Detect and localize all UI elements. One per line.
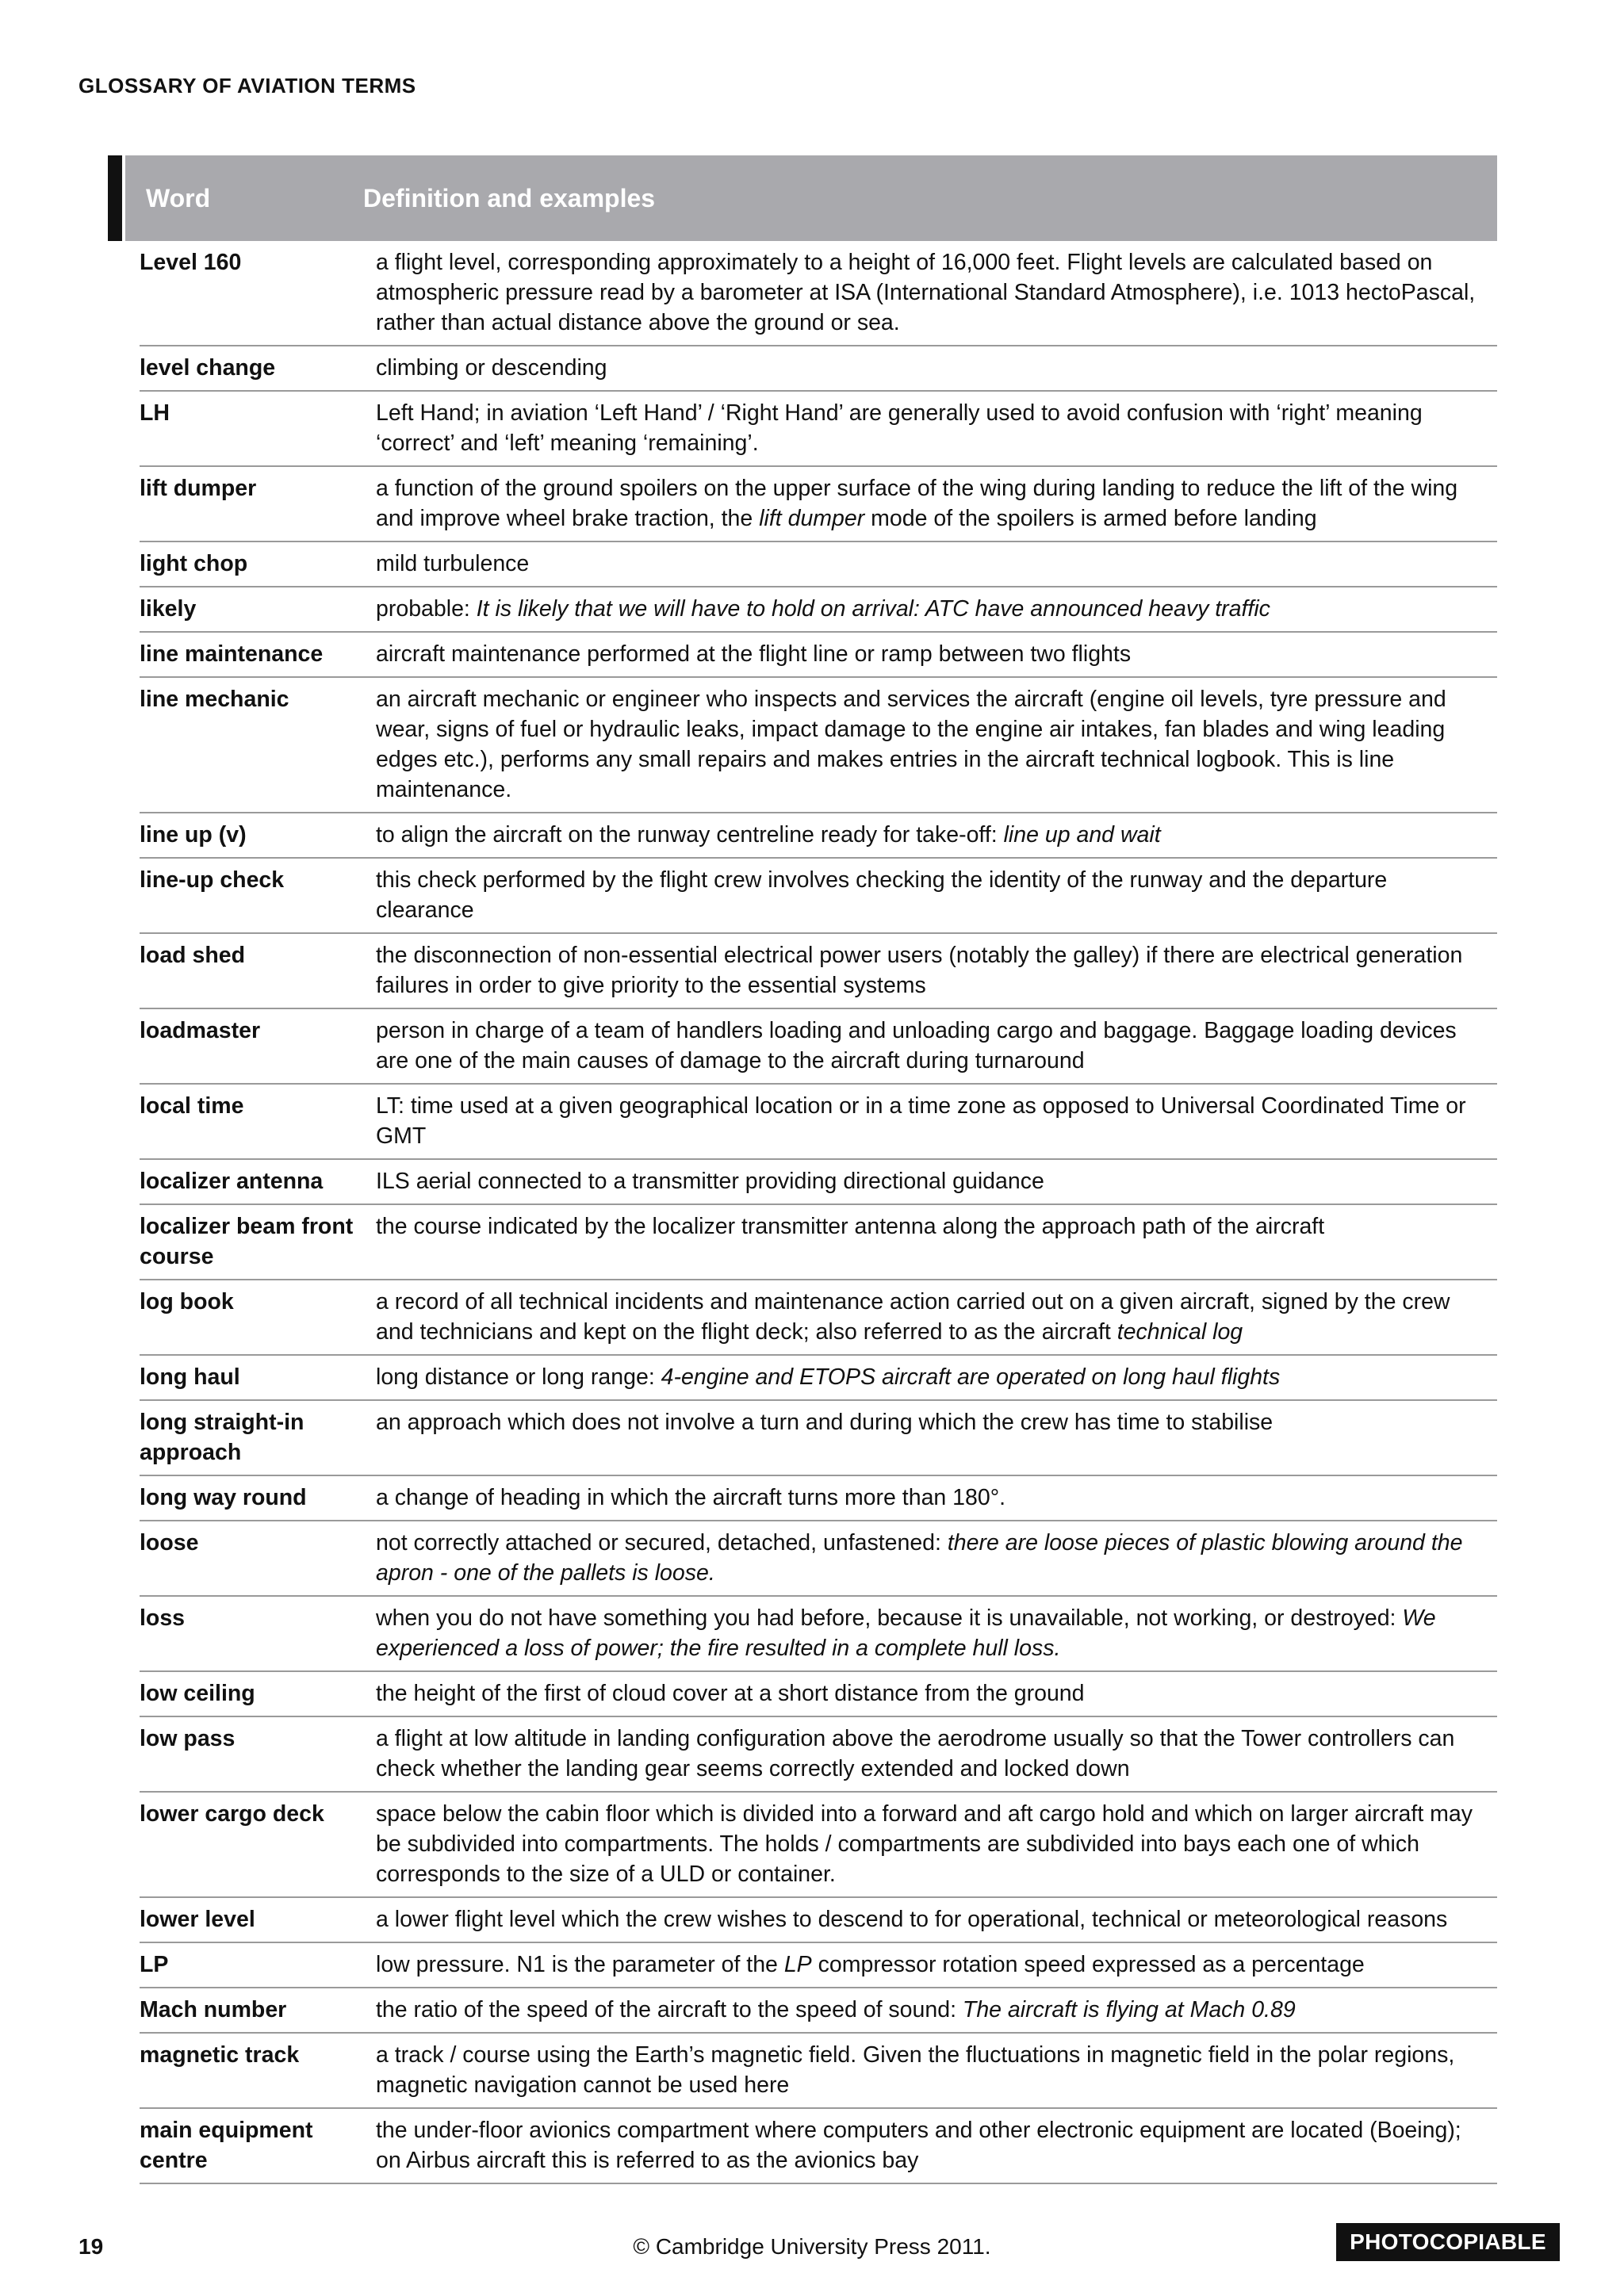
header-accent-bar xyxy=(108,155,122,241)
definition xyxy=(376,1995,1497,2025)
running-head: GLOSSARY OF AVIATION TERMS xyxy=(79,74,416,98)
term: local time xyxy=(140,1093,244,1119)
term: loose xyxy=(140,1530,199,1556)
term: long way round xyxy=(140,1485,307,1510)
term: level change xyxy=(140,355,276,381)
definition-text: long distance or long range: xyxy=(376,1364,661,1390)
definition-text: a change of heading in which the aircraft turns more than 180°. xyxy=(376,1485,1006,1510)
definition xyxy=(376,1904,1497,1934)
term: likely xyxy=(140,596,197,622)
example-text: It is likely that we will have to hold on arrival: ATC have announced heavy traffic xyxy=(476,596,1270,622)
glossary-table xyxy=(125,155,1497,2184)
definition-text: an aircraft mechanic or engineer who inspects and services the aircraft (engine oil levels, tyre pressure and wear, signs of fuel or hydraulic leaks, impact damage to the engine air intakes, fan blades and wing leading edges etc.), performs any small repairs and makes entries in the aircraft technical logbook. This is line maintenance. xyxy=(376,687,1446,802)
definition xyxy=(376,1678,1497,1709)
page-number: 19 xyxy=(79,2234,104,2259)
term: load shed xyxy=(140,943,246,968)
table-row xyxy=(140,813,1497,859)
header-definition: Definition and examples xyxy=(363,183,656,212)
definition-text: climbing or descending xyxy=(376,355,607,381)
table-row xyxy=(140,1597,1497,1672)
definition-text: this check performed by the flight crew involves checking the identity of the runway and the departure clearance xyxy=(376,867,1388,923)
table-row xyxy=(140,1672,1497,1717)
example-text: technical log xyxy=(1116,1319,1243,1345)
definition-text: mode of the spoilers is armed before landing xyxy=(864,506,1317,531)
example-text: lift dumper xyxy=(759,506,865,531)
table-row xyxy=(140,467,1497,542)
definition-text: the disconnection of non-essential electrical power users (notably the galley) if there are electrical generation failures in order to give priority to the essential systems xyxy=(376,943,1463,998)
definition xyxy=(376,247,1497,338)
table-row xyxy=(140,346,1497,392)
term: Mach number xyxy=(140,1997,287,2022)
header-word: Word xyxy=(146,183,211,212)
definition-text: mild turbulence xyxy=(376,551,530,576)
definition xyxy=(376,1362,1497,1392)
definition xyxy=(376,865,1497,925)
table-row xyxy=(140,2109,1497,2184)
definition-text: a record of all technical incidents and maintenance action carried out on a given aircraft, signed by the crew and technicians and kept on the flight deck; also referred to as the aircraft xyxy=(376,1289,1450,1345)
term: magnetic track xyxy=(140,2042,300,2068)
definition-text: space below the cabin floor which is divided into a forward and aft cargo hold and which on larger aircraft may be subdivided into compartments. The holds / compartments are subdivided into bays each one of which corresponds to the size of a ULD or container. xyxy=(376,1801,1473,1887)
term: Level 160 xyxy=(140,250,242,275)
table-row xyxy=(140,633,1497,678)
definition xyxy=(376,473,1497,534)
term: line up (v) xyxy=(140,822,247,848)
definition-text: a flight level, corresponding approximately to a height of 16,000 feet. Flight levels are calculated based on atmospheric pressure read by a barometer at ISA (International Standard Atmosphere), i.e. 1013 hectoPascal, rather than actual distance above the ground or sea. xyxy=(376,250,1476,335)
example-text: We experienced a loss of power; the fire resulted in a complete hull loss. xyxy=(376,1605,1436,1661)
definition xyxy=(376,2115,1497,2175)
table-row xyxy=(140,542,1497,587)
definition-text: a flight at low altitude in landing configuration above the aerodrome usually so that the Tower controllers can check whether the landing gear seems correctly extended and locked down xyxy=(376,1726,1455,1781)
definition-text: low pressure. N1 is the parameter of the xyxy=(376,1952,784,1977)
table-row xyxy=(140,1009,1497,1085)
table-row xyxy=(140,1898,1497,1943)
definition-text: compressor rotation speed expressed as a percentage xyxy=(811,1952,1365,1977)
definition xyxy=(376,1528,1497,1588)
definition-text: the ratio of the speed of the aircraft to the speed of sound: xyxy=(376,1997,963,2022)
definition-text: ILS aerial connected to a transmitter providing directional guidance xyxy=(376,1169,1044,1194)
definition xyxy=(376,1091,1497,1151)
photocopiable-badge: PHOTOCOPIABLE xyxy=(1336,2223,1560,2261)
term: low pass xyxy=(140,1726,236,1751)
definition-text: to align the aircraft on the runway centreline ready for take-off: xyxy=(376,822,1004,848)
table-row xyxy=(140,934,1497,1009)
definition xyxy=(376,940,1497,1001)
table-row xyxy=(140,241,1497,346)
example-text: The aircraft is flying at Mach 0.89 xyxy=(962,1997,1296,2022)
table-body xyxy=(140,241,1497,2184)
definition xyxy=(376,1287,1497,1347)
table-row xyxy=(140,1943,1497,1988)
term: long straight-in approach xyxy=(140,1410,304,1465)
definition xyxy=(376,684,1497,805)
definition-text: aircraft maintenance performed at the flight line or ramp between two flights xyxy=(376,641,1132,667)
definition-text: the course indicated by the localizer transmitter antenna along the approach path of the aircraft xyxy=(376,1214,1325,1239)
term: localizer antenna xyxy=(140,1169,324,1194)
table-row xyxy=(140,859,1497,934)
table-row xyxy=(140,1988,1497,2034)
definition xyxy=(376,1950,1497,1980)
term: loss xyxy=(140,1605,186,1631)
definition xyxy=(376,398,1497,458)
table-header xyxy=(125,155,1497,241)
definition-text: when you do not have something you had before, because it is unavailable, not working, or destroyed: xyxy=(376,1605,1403,1631)
definition xyxy=(376,549,1497,579)
definition-text: an approach which does not involve a turn and during which the crew has time to stabilise xyxy=(376,1410,1274,1435)
table-row xyxy=(140,1356,1497,1401)
copyright: © Cambridge University Press 2011. xyxy=(633,2234,991,2259)
table-row xyxy=(140,1476,1497,1521)
table-row xyxy=(140,1793,1497,1898)
definition xyxy=(376,1166,1497,1196)
table-row xyxy=(140,2034,1497,2109)
definition xyxy=(376,1799,1497,1889)
definition xyxy=(376,1016,1497,1076)
example-text: line up and wait xyxy=(1003,822,1161,848)
term: lower cargo deck xyxy=(140,1801,324,1827)
term: low ceiling xyxy=(140,1681,255,1706)
definition-text: a track / course using the Earth’s magnetic field. Given the fluctuations in magnetic field in the polar regions, magnetic navigation cannot be used here xyxy=(376,2042,1455,2098)
term: log book xyxy=(140,1289,234,1314)
definition-text: a lower flight level which the crew wishes to descend to for operational, technical or meteorological reasons xyxy=(376,1907,1448,1932)
definition-text: the height of the first of cloud cover at a short distance from the ground xyxy=(376,1681,1085,1706)
definition xyxy=(376,1483,1497,1513)
term: line mechanic xyxy=(140,687,289,712)
definition-text: Left Hand; in aviation ‘Left Hand’ / ‘Right Hand’ are generally used to avoid confusion with ‘right’ meaning ‘correct’ and ‘left’ meaning ‘remaining’. xyxy=(376,400,1423,456)
term: LH xyxy=(140,400,170,426)
definition xyxy=(376,639,1497,669)
definition-text: a function of the ground spoilers on the upper surface of the wing during landing to reduce the lift of the wing and improve wheel brake traction, the xyxy=(376,476,1458,531)
example-text: there are loose pieces of plastic blowing around the apron - one of the pallets is loose. xyxy=(376,1530,1463,1586)
table-row xyxy=(140,1717,1497,1793)
term: lower level xyxy=(140,1907,255,1932)
example-text: LP xyxy=(783,1952,812,1977)
definition-text: LT: time used at a given geographical location or in a time zone as opposed to Universal Coordinated Time or GMT xyxy=(376,1093,1466,1149)
table-row xyxy=(140,587,1497,633)
definition-text: probable: xyxy=(376,596,477,622)
definition xyxy=(376,1603,1497,1663)
definition xyxy=(376,2040,1497,2100)
table-row xyxy=(140,678,1497,813)
term: light chop xyxy=(140,551,248,576)
table-row xyxy=(140,392,1497,467)
definition-text: the under-floor avionics compartment where computers and other electronic equipment are located (Boeing); on Airbus aircraft this is referred to as the avionics bay xyxy=(376,2118,1461,2173)
definition xyxy=(376,594,1497,624)
table-row xyxy=(140,1401,1497,1476)
definition xyxy=(376,1724,1497,1784)
example-text: 4-engine and ETOPS aircraft are operated on long haul flights xyxy=(661,1364,1281,1390)
definition xyxy=(376,1211,1497,1272)
table-row xyxy=(140,1205,1497,1280)
term: main equipment centre xyxy=(140,2118,313,2173)
table-row xyxy=(140,1160,1497,1205)
term: long haul xyxy=(140,1364,240,1390)
term: line-up check xyxy=(140,867,285,893)
term: localizer beam front course xyxy=(140,1214,354,1269)
table-row xyxy=(140,1280,1497,1356)
definition-text: person in charge of a team of handlers loading and unloading cargo and baggage. Baggage loading devices are one of the main causes of damage to the aircraft during turnaround xyxy=(376,1018,1457,1073)
table-row xyxy=(140,1085,1497,1160)
definition xyxy=(376,820,1497,850)
term: loadmaster xyxy=(140,1018,261,1043)
definition xyxy=(376,1407,1497,1468)
definition xyxy=(376,353,1497,383)
table-row xyxy=(140,1521,1497,1597)
definition-text: not correctly attached or secured, detached, unfastened: xyxy=(376,1530,948,1556)
term: LP xyxy=(140,1952,169,1977)
term: line maintenance xyxy=(140,641,324,667)
term: lift dumper xyxy=(140,476,257,501)
